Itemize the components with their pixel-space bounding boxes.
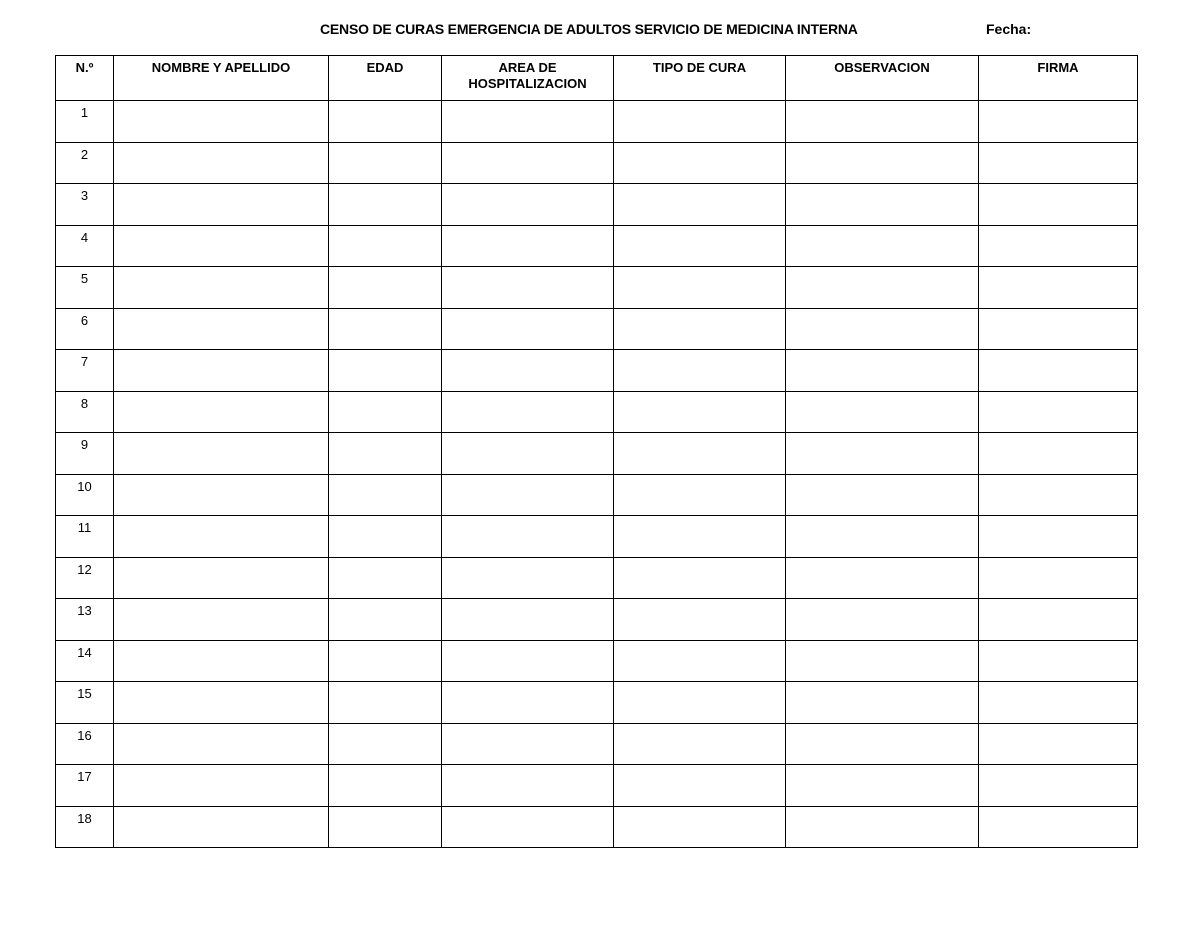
age-cell[interactable] <box>329 101 442 143</box>
signature-cell[interactable] <box>979 184 1138 226</box>
row-number-cell: 18 <box>56 806 114 848</box>
cure-type-cell[interactable] <box>614 101 786 143</box>
name-cell[interactable] <box>114 308 329 350</box>
row-number-cell: 13 <box>56 599 114 641</box>
name-cell[interactable] <box>114 516 329 558</box>
name-cell[interactable] <box>114 184 329 226</box>
header-row <box>56 56 1138 101</box>
age-cell[interactable] <box>329 682 442 724</box>
column-header-area-label: AREA DE HOSPITALIZACION <box>468 60 587 91</box>
signature-cell[interactable] <box>979 640 1138 682</box>
area-cell[interactable] <box>442 433 614 475</box>
area-cell[interactable] <box>442 101 614 143</box>
row-number-cell: 1 <box>56 101 114 143</box>
area-cell[interactable] <box>442 723 614 765</box>
cure-type-cell[interactable] <box>614 723 786 765</box>
age-cell[interactable] <box>329 723 442 765</box>
name-cell[interactable] <box>114 225 329 267</box>
cure-type-cell[interactable] <box>614 474 786 516</box>
age-cell[interactable] <box>329 806 442 848</box>
name-cell[interactable] <box>114 350 329 392</box>
table-row <box>56 101 1138 143</box>
age-cell[interactable] <box>329 516 442 558</box>
age-cell[interactable] <box>329 474 442 516</box>
observation-cell[interactable] <box>786 557 979 599</box>
column-header-cure-type: TIPO DE CURA <box>614 56 786 101</box>
age-cell[interactable] <box>329 350 442 392</box>
name-cell[interactable] <box>114 640 329 682</box>
name-cell[interactable] <box>114 599 329 641</box>
name-cell[interactable] <box>114 765 329 807</box>
observation-cell[interactable] <box>786 806 979 848</box>
cure-type-cell[interactable] <box>614 765 786 807</box>
observation-cell[interactable] <box>786 474 979 516</box>
row-number-cell: 11 <box>56 516 114 558</box>
signature-cell[interactable] <box>979 225 1138 267</box>
signature-cell[interactable] <box>979 765 1138 807</box>
name-cell[interactable] <box>114 682 329 724</box>
row-number-cell: 4 <box>56 225 114 267</box>
row-number-cell: 7 <box>56 350 114 392</box>
table-row <box>56 682 1138 724</box>
column-header-area <box>442 56 614 101</box>
area-cell[interactable] <box>442 267 614 309</box>
table-row <box>56 806 1138 848</box>
table-row <box>56 225 1138 267</box>
name-cell[interactable] <box>114 723 329 765</box>
observation-cell[interactable] <box>786 267 979 309</box>
age-cell[interactable] <box>329 225 442 267</box>
area-cell[interactable] <box>442 184 614 226</box>
table-row <box>56 308 1138 350</box>
row-number-cell: 15 <box>56 682 114 724</box>
age-cell[interactable] <box>329 142 442 184</box>
signature-cell[interactable] <box>979 308 1138 350</box>
age-cell[interactable] <box>329 267 442 309</box>
signature-cell[interactable] <box>979 267 1138 309</box>
row-number-cell: 12 <box>56 557 114 599</box>
signature-cell[interactable] <box>979 682 1138 724</box>
observation-cell[interactable] <box>786 350 979 392</box>
table-row <box>56 557 1138 599</box>
signature-cell[interactable] <box>979 391 1138 433</box>
area-cell[interactable] <box>442 142 614 184</box>
name-cell[interactable] <box>114 391 329 433</box>
observation-cell[interactable] <box>786 765 979 807</box>
age-cell[interactable] <box>329 765 442 807</box>
cure-type-cell[interactable] <box>614 308 786 350</box>
row-number-cell: 6 <box>56 308 114 350</box>
row-number-cell: 16 <box>56 723 114 765</box>
row-number-cell: 9 <box>56 433 114 475</box>
observation-cell[interactable] <box>786 682 979 724</box>
signature-cell[interactable] <box>979 101 1138 143</box>
document-header <box>0 21 1200 41</box>
signature-cell[interactable] <box>979 350 1138 392</box>
table-row <box>56 723 1138 765</box>
signature-cell[interactable] <box>979 723 1138 765</box>
observation-cell[interactable] <box>786 516 979 558</box>
name-cell[interactable] <box>114 806 329 848</box>
date-label: Fecha: <box>986 21 1032 37</box>
cure-type-cell[interactable] <box>614 516 786 558</box>
signature-cell[interactable] <box>979 599 1138 641</box>
cure-type-cell[interactable] <box>614 350 786 392</box>
cure-type-cell[interactable] <box>614 557 786 599</box>
observation-cell[interactable] <box>786 184 979 226</box>
observation-cell[interactable] <box>786 225 979 267</box>
cure-type-cell[interactable] <box>614 267 786 309</box>
age-cell[interactable] <box>329 599 442 641</box>
age-cell[interactable] <box>329 433 442 475</box>
name-cell[interactable] <box>114 557 329 599</box>
signature-cell[interactable] <box>979 474 1138 516</box>
row-number-cell: 3 <box>56 184 114 226</box>
age-cell[interactable] <box>329 391 442 433</box>
cure-type-cell[interactable] <box>614 142 786 184</box>
column-header-age: EDAD <box>329 56 442 101</box>
observation-cell[interactable] <box>786 599 979 641</box>
cure-type-cell[interactable] <box>614 184 786 226</box>
cure-type-cell[interactable] <box>614 225 786 267</box>
area-cell[interactable] <box>442 640 614 682</box>
row-number-cell: 5 <box>56 267 114 309</box>
observation-cell[interactable] <box>786 308 979 350</box>
table-row <box>56 267 1138 309</box>
column-header-observation: OBSERVACION <box>786 56 979 101</box>
observation-cell[interactable] <box>786 101 979 143</box>
cure-type-cell[interactable] <box>614 599 786 641</box>
row-number-cell: 10 <box>56 474 114 516</box>
name-cell[interactable] <box>114 474 329 516</box>
table-row <box>56 516 1138 558</box>
table-body <box>56 101 1138 848</box>
signature-cell[interactable] <box>979 557 1138 599</box>
age-cell[interactable] <box>329 184 442 226</box>
area-cell[interactable] <box>442 516 614 558</box>
cure-type-cell[interactable] <box>614 433 786 475</box>
area-cell[interactable] <box>442 308 614 350</box>
cure-type-cell[interactable] <box>614 391 786 433</box>
name-cell[interactable] <box>114 433 329 475</box>
signature-cell[interactable] <box>979 142 1138 184</box>
row-number-cell: 8 <box>56 391 114 433</box>
table-row <box>56 765 1138 807</box>
table-row <box>56 350 1138 392</box>
row-number-cell: 14 <box>56 640 114 682</box>
cure-type-cell[interactable] <box>614 640 786 682</box>
signature-cell[interactable] <box>979 433 1138 475</box>
table-row <box>56 433 1138 475</box>
column-header-number: N.º <box>56 56 114 101</box>
observation-cell[interactable] <box>786 142 979 184</box>
table-row <box>56 391 1138 433</box>
column-header-signature: FIRMA <box>979 56 1138 101</box>
area-cell[interactable] <box>442 225 614 267</box>
observation-cell[interactable] <box>786 433 979 475</box>
table-row <box>56 640 1138 682</box>
table-row <box>56 142 1138 184</box>
name-cell[interactable] <box>114 142 329 184</box>
age-cell[interactable] <box>329 640 442 682</box>
observation-cell[interactable] <box>786 391 979 433</box>
row-number-cell: 17 <box>56 765 114 807</box>
table-row <box>56 474 1138 516</box>
area-cell[interactable] <box>442 557 614 599</box>
area-cell[interactable] <box>442 391 614 433</box>
cure-type-cell[interactable] <box>614 682 786 724</box>
name-cell[interactable] <box>114 101 329 143</box>
area-cell[interactable] <box>442 765 614 807</box>
area-cell[interactable] <box>442 350 614 392</box>
area-cell[interactable] <box>442 806 614 848</box>
table-row <box>56 184 1138 226</box>
area-cell[interactable] <box>442 682 614 724</box>
cure-type-cell[interactable] <box>614 806 786 848</box>
area-cell[interactable] <box>442 599 614 641</box>
row-number-cell: 2 <box>56 142 114 184</box>
column-header-name: NOMBRE Y APELLIDO <box>114 56 329 101</box>
signature-cell[interactable] <box>979 806 1138 848</box>
table-row <box>56 599 1138 641</box>
age-cell[interactable] <box>329 308 442 350</box>
observation-cell[interactable] <box>786 723 979 765</box>
observation-cell[interactable] <box>786 640 979 682</box>
name-cell[interactable] <box>114 267 329 309</box>
document-title: CENSO DE CURAS EMERGENCIA DE ADULTOS SERVICIO DE MEDICINA INTERNA <box>320 21 858 37</box>
census-table <box>55 55 1138 848</box>
age-cell[interactable] <box>329 557 442 599</box>
area-cell[interactable] <box>442 474 614 516</box>
signature-cell[interactable] <box>979 516 1138 558</box>
